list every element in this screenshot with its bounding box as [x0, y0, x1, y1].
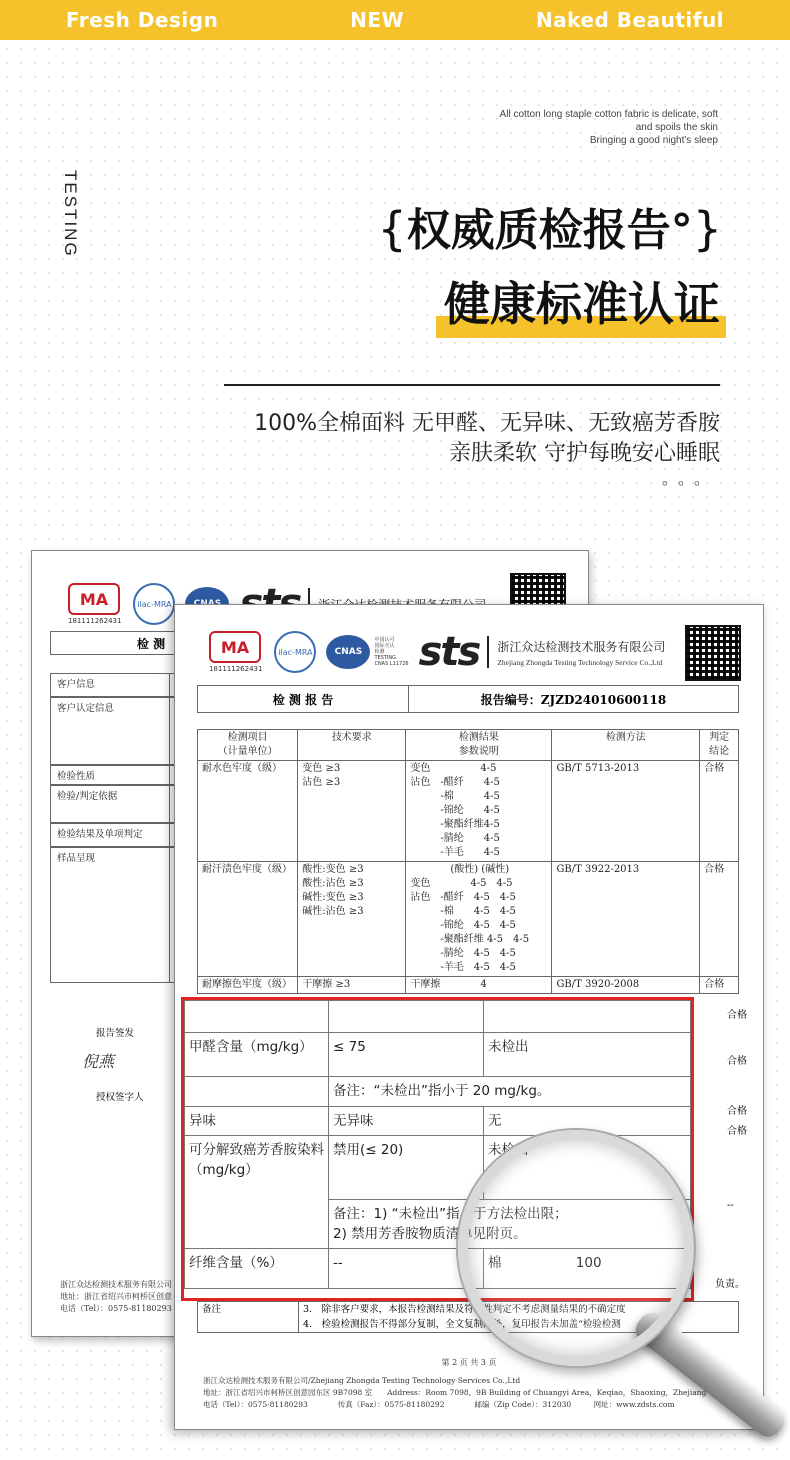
side-judge: 合格	[727, 1106, 747, 1117]
cma-number: 181111262431	[209, 665, 263, 673]
header-judge	[700, 730, 739, 761]
note-line: 3. 除非客户要求，本报告检测结果及符合性判定不考虑测量结果的不确定度	[303, 1304, 626, 1315]
back-footer-line: 浙江众达检测技术服务有限公司	[60, 1280, 172, 1289]
back-signature: 倪燕	[82, 1052, 115, 1071]
back-footer	[60, 1279, 172, 1315]
front-footer	[203, 1375, 706, 1411]
title-main: 权威质检报告°	[406, 205, 693, 256]
row-method: GB/T 5713-2013	[552, 761, 700, 862]
vertical-label: TESTING	[61, 170, 80, 258]
report-number: 报告编号：ZJZD24010600118	[480, 692, 667, 707]
zoom-requirement: 无异味	[329, 1107, 484, 1136]
divider	[224, 384, 720, 386]
res-line: -羊毛 4-5	[410, 847, 500, 858]
back-info-label: 检验结果及单项判定	[50, 823, 170, 847]
cma-logo: MA	[68, 583, 120, 615]
magnifier-lens-icon	[458, 1130, 694, 1366]
front-logo-row	[209, 629, 665, 675]
row-result: 干摩擦 4	[406, 977, 552, 994]
res-line: -锦纶 4-5	[410, 805, 500, 816]
zoom-requirement: 禁用(≤ 20)	[329, 1136, 484, 1200]
zoom-item: 异味	[185, 1107, 329, 1136]
cnas-logo: CNAS	[326, 635, 370, 669]
header-item	[198, 730, 298, 761]
side-judge: 合格	[727, 1126, 747, 1137]
res-line: -棉 4-5	[410, 791, 500, 802]
res-line: -羊毛 4-5 4-5	[410, 962, 516, 973]
banner-left-text: Fresh Design	[65, 8, 219, 32]
zoom-requirement: --	[329, 1249, 484, 1289]
row-judge: 合格	[700, 761, 739, 862]
back-info-label: 客户认定信息	[50, 697, 170, 765]
front-footer-line: 电话（Tel）：0575-81180293 传真（Faz）：0575-81180292 邮编（Zip Code）：312030 网址：www.zdsts.com	[203, 1400, 675, 1409]
row-requirement: 干摩擦 ≥3	[298, 977, 406, 994]
header-result-label: 检测结果	[458, 732, 499, 743]
front-footer-line: 地址：浙江省绍兴市柯桥区创意园东区 9B7098 室 Address：Room 7098，9B Building of Chuangyi Area，Keqiao，Shaoxing，Zhejiang	[203, 1388, 707, 1397]
back-footer-line: 电话（Tel）：0575-81180293	[60, 1304, 172, 1313]
row-requirement	[298, 761, 406, 862]
banner-center-text: NEW	[350, 8, 405, 32]
decorative-dots: 。。。	[661, 469, 718, 488]
req-line: 碱性:沾色 ≥3	[302, 906, 364, 917]
zoom-row-odor	[185, 1107, 691, 1136]
report-table	[197, 729, 739, 994]
back-authorized-label: 授权签字人	[96, 1092, 144, 1103]
description-line-1: 100%全棉面料 无甲醛、无异味、无致癌芳香胺	[254, 411, 720, 436]
row-requirement	[298, 862, 406, 977]
row-result	[406, 761, 552, 862]
zoom-blank-row	[185, 1001, 691, 1033]
logo-separator	[487, 636, 489, 668]
side-judge-column	[727, 1009, 763, 1213]
top-banner	[0, 0, 790, 40]
report-title-box	[197, 685, 739, 713]
req-line: 酸性:变色 ≥3	[302, 864, 364, 875]
banner-right-text: Naked Beautiful	[535, 8, 725, 32]
row-result	[406, 862, 552, 977]
cnas-caption-line: 中国认可	[374, 637, 395, 643]
company-name-en: Zhejiang Zhongda Testing Technology Service Co.,Ltd	[497, 657, 663, 667]
back-signature-label: 报告签发	[96, 1028, 135, 1039]
zoom-fiber-type: 棉	[488, 1255, 502, 1271]
header-method: 检测方法	[552, 730, 700, 761]
back-report-title: 检 测	[136, 636, 166, 651]
page-subtitle: 健康标准认证	[444, 277, 720, 331]
table-row	[198, 862, 739, 977]
table-row	[198, 977, 739, 994]
english-copy-line: Bringing a good night's sleep	[589, 135, 718, 146]
row-judge: 合格	[700, 862, 739, 977]
english-copy-line: All cotton long staple cotton fabric is delicate, soft	[499, 109, 718, 120]
brace-open: {	[377, 202, 407, 256]
side-judge: 合格	[727, 1056, 747, 1067]
res-line: -腈纶 4-5 4-5	[410, 948, 516, 959]
row-item: 耐水色牢度（级）	[198, 761, 298, 862]
qr-code	[685, 625, 741, 681]
row-item: 耐汗渍色牢度（级）	[198, 862, 298, 977]
header-item-label: 检测项目	[227, 732, 268, 743]
zoom-fiber-value: 100	[575, 1255, 602, 1271]
report-title: 检 测 报 告	[198, 686, 409, 712]
zoom-requirement: ≤ 75	[329, 1033, 484, 1077]
res-line: 沾色 -醋纤 4-5 4-5	[410, 892, 516, 903]
zoom-item: 甲醛含量（mg/kg）	[185, 1033, 329, 1077]
cnas-caption	[374, 637, 408, 667]
header-judge-label: 判定	[709, 732, 730, 743]
cnas-caption-line: CNAS L11726	[374, 661, 409, 667]
header-result	[406, 730, 552, 761]
description-line-2: 亲肤柔软 守护每晚安心睡眠	[449, 441, 720, 466]
zoom-note-line: 2) 禁用芳香胺物质清单见附页。	[333, 1226, 527, 1242]
cnas-caption-line: TESTING	[374, 655, 396, 661]
subtitle-block	[444, 268, 720, 334]
res-line: -棉 4-5 4-5	[410, 906, 516, 917]
req-line: 沾色 ≥3	[302, 777, 341, 788]
back-info-label: 样品呈现	[50, 847, 170, 983]
english-copy	[500, 108, 718, 147]
header-result-sub: 参数说明	[458, 746, 499, 757]
zoom-row-formaldehyde	[185, 1033, 691, 1077]
table-row	[198, 761, 739, 862]
cma-number: 181111262431	[68, 617, 122, 625]
side-judge: 合格	[727, 1010, 747, 1021]
notes-label: 备注	[202, 1304, 222, 1315]
res-line: 变色 4-5	[410, 763, 497, 774]
back-info-label: 检验性质	[50, 765, 170, 785]
zoom-result: 未检出	[484, 1033, 691, 1077]
res-line: -聚酯纤维4-5	[410, 819, 500, 830]
res-line: 沾色 -醋纤 4-5	[410, 777, 500, 788]
row-judge: 合格	[700, 977, 739, 994]
table-header-row	[198, 730, 739, 761]
zoom-item: 纤维含量（%）	[185, 1249, 329, 1289]
back-info-label: 检验/判定依据	[50, 785, 170, 823]
header-item-unit: （计量单位）	[217, 746, 278, 757]
cma-logo: MA	[209, 631, 261, 663]
row-method: GB/T 3920-2008	[552, 977, 700, 994]
side-note: 负责。	[715, 1279, 745, 1290]
zoom-result: 无	[484, 1107, 691, 1136]
ilac-logo: ilac-MRA	[133, 583, 175, 625]
req-line: 酸性:沾色 ≥3	[302, 878, 364, 889]
ilac-logo: ilac-MRA	[274, 631, 316, 673]
req-line: 碱性:变色 ≥3	[302, 892, 364, 903]
header-judge-sub: 结论	[709, 746, 730, 757]
side-judge: --	[727, 1200, 734, 1211]
zoom-note-line: 备注：1) “未检出”指小于方法检出限；	[333, 1206, 568, 1222]
back-info-label: 客户信息	[50, 673, 170, 697]
sts-logo: sts	[418, 629, 480, 675]
row-method: GB/T 3922-2013	[552, 862, 700, 977]
zoom-item: 可分解致癌芳香胺染料（mg/kg）	[185, 1136, 329, 1249]
brace-close: }	[692, 202, 722, 256]
res-line: -聚酯纤维 4-5 4-5	[410, 934, 530, 945]
cnas-caption-line: 国际互认	[374, 643, 395, 649]
note-line: 4. 检验检测报告不得部分复制，全文复制除外，复印报告未加盖“检验检测	[303, 1319, 621, 1330]
page-title	[377, 194, 722, 258]
row-item: 耐摩擦色牢度（级）	[198, 977, 298, 994]
req-line: 变色 ≥3	[302, 763, 341, 774]
res-line: -腈纶 4-5	[410, 833, 500, 844]
res-line: -锦纶 4-5 4-5	[410, 920, 516, 931]
res-line: 变色 4-5 4-5	[410, 878, 513, 889]
cnas-caption-line: 检测	[374, 649, 385, 655]
res-line: (酸性) (碱性)	[410, 864, 510, 875]
back-info-labels	[50, 673, 170, 983]
zoom-note-row	[185, 1077, 691, 1107]
company-name: 浙江众达检测技术服务有限公司	[497, 639, 666, 654]
english-copy-line: and spoils the skin	[635, 122, 718, 133]
zoom-note: 备注：“未检出”指小于 20 mg/kg。	[329, 1077, 691, 1107]
back-footer-line: 地址：浙江省绍兴市柯桥区创意	[60, 1292, 172, 1301]
header-requirement: 技术要求	[298, 730, 406, 761]
zoom-result: 未检出	[484, 1136, 691, 1200]
page-indicator: 第 2 页 共 3 页	[441, 1358, 497, 1367]
front-footer-line: 浙江众达检测技术服务有限公司/Zhejiang Zhongda Testing Technology Services Co.,Ltd	[203, 1376, 521, 1385]
